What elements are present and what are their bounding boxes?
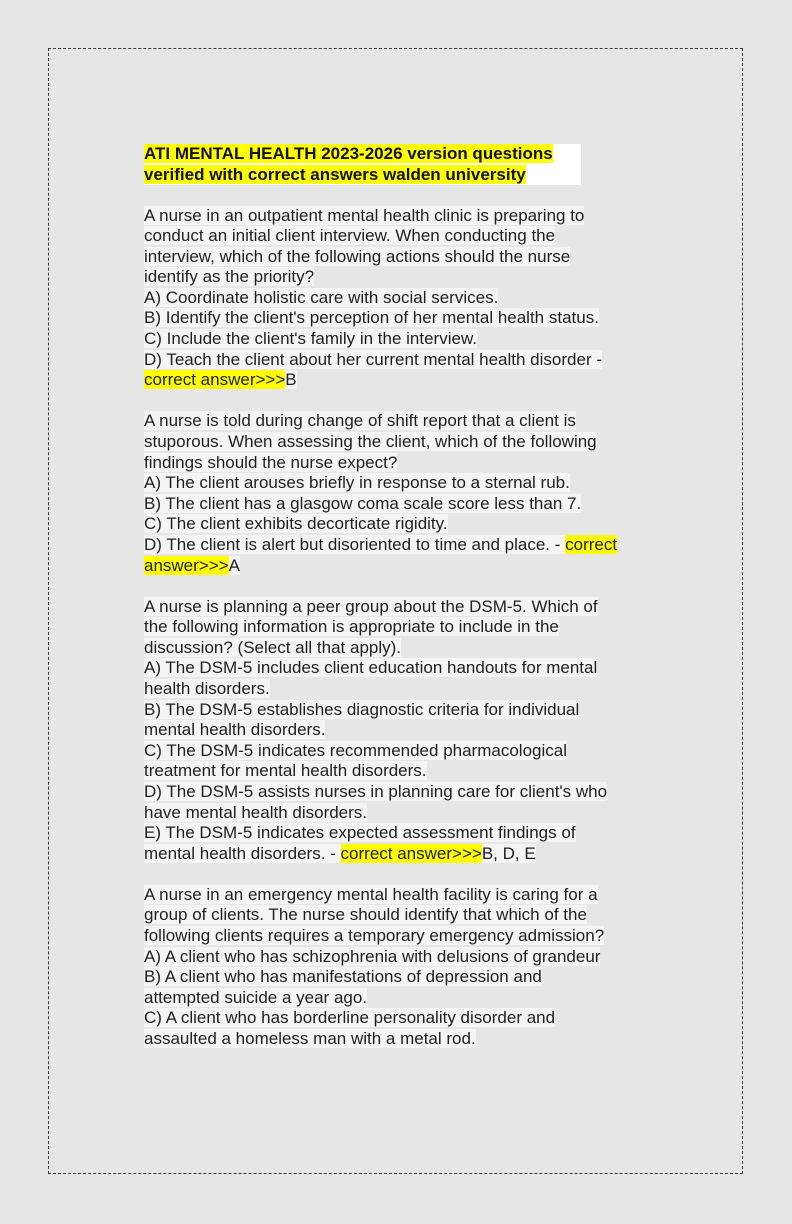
correct-answer-label: answer>>> — [144, 555, 229, 575]
answer-option: A) The client arouses briefly in response to a sternal rub. — [144, 473, 570, 493]
title-line: verified with correct answers walden university — [144, 164, 526, 184]
answer-option: B) The DSM-5 establishes diagnostic criteria for individual — [144, 699, 580, 719]
answer-option: C) Include the client's family in the interview. — [144, 329, 478, 349]
correct-answer-label: correct — [565, 534, 618, 554]
document-title — [144, 144, 581, 185]
answer-option: A) Coordinate holistic care with social services. — [144, 287, 499, 307]
answer-option: assaulted a homeless man with a metal rod. — [144, 1028, 476, 1048]
question-block — [144, 597, 654, 865]
answer-option: B) Identify the client's perception of her mental health status. — [144, 308, 599, 328]
answer-option: E) The DSM-5 indicates expected assessment findings of — [144, 823, 576, 843]
answer-option: mental health disorders. — [144, 720, 326, 740]
correct-answer-label: correct answer>>> — [340, 843, 482, 863]
answer-option: attempted suicide a year ago. — [144, 987, 368, 1007]
answer-option: C) A client who has borderline personality disorder and — [144, 1008, 556, 1028]
document-body — [144, 144, 654, 1050]
answer-option: B) A client who has manifestations of depression and — [144, 967, 542, 987]
question-stem-line: discussion? (Select all that apply). — [144, 637, 402, 657]
question-stem-line: A nurse in an outpatient mental health clinic is preparing to — [144, 205, 585, 225]
question-stem-line: identify as the priority? — [144, 267, 315, 287]
answer-option: treatment for mental health disorders. — [144, 761, 427, 781]
answer-option: B) The client has a glasgow coma scale score less than 7. — [144, 493, 582, 513]
question-stem-line: stuporous. When assessing the client, which of the following — [144, 431, 597, 451]
title-line: ATI MENTAL HEALTH 2023-2026 version questions — [144, 144, 553, 163]
answer-option: D) The DSM-5 assists nurses in planning care for client's who — [144, 781, 608, 801]
answer-option: D) Teach the client about her current mental health disorder - — [144, 349, 602, 369]
question-block — [144, 885, 654, 1050]
answer-option: have mental health disorders. — [144, 802, 368, 822]
question-stem-line: the following information is appropriate to include in the — [144, 617, 559, 637]
correct-answer-value: B — [285, 370, 297, 390]
answer-option: health disorders. — [144, 678, 270, 698]
question-block — [144, 411, 654, 576]
answer-option: C) The client exhibits decorticate rigidity. — [144, 514, 448, 534]
question-block — [144, 206, 654, 391]
correct-answer-label: correct answer>>> — [144, 370, 286, 390]
answer-option: mental health disorders. - — [144, 843, 341, 863]
question-stem-line: interview, which of the following actions should the nurse — [144, 246, 571, 266]
question-stem-line: group of clients. The nurse should identify that which of the — [144, 905, 587, 925]
answer-option: D) The client is alert but disoriented to time and place. - — [144, 534, 566, 554]
question-stem-line: conduct an initial client interview. When conducting the — [144, 226, 556, 246]
question-stem-line: A nurse is planning a peer group about the DSM-5. Which of — [144, 596, 598, 616]
correct-answer-value: B, D, E — [481, 843, 536, 863]
answer-option: A) The DSM-5 includes client education handouts for mental — [144, 658, 598, 678]
question-stem-line: following clients requires a temporary emergency admission? — [144, 926, 605, 945]
question-stem-line: A nurse is told during change of shift report that a client is — [144, 411, 576, 431]
question-stem-line: findings should the nurse expect? — [144, 452, 398, 472]
answer-option: C) The DSM-5 indicates recommended pharmacological — [144, 740, 567, 760]
correct-answer-value: A — [228, 555, 240, 575]
answer-option: A) A client who has schizophrenia with delusions of grandeur — [144, 946, 601, 966]
question-stem-line: A nurse in an emergency mental health facility is caring for a — [144, 884, 598, 904]
